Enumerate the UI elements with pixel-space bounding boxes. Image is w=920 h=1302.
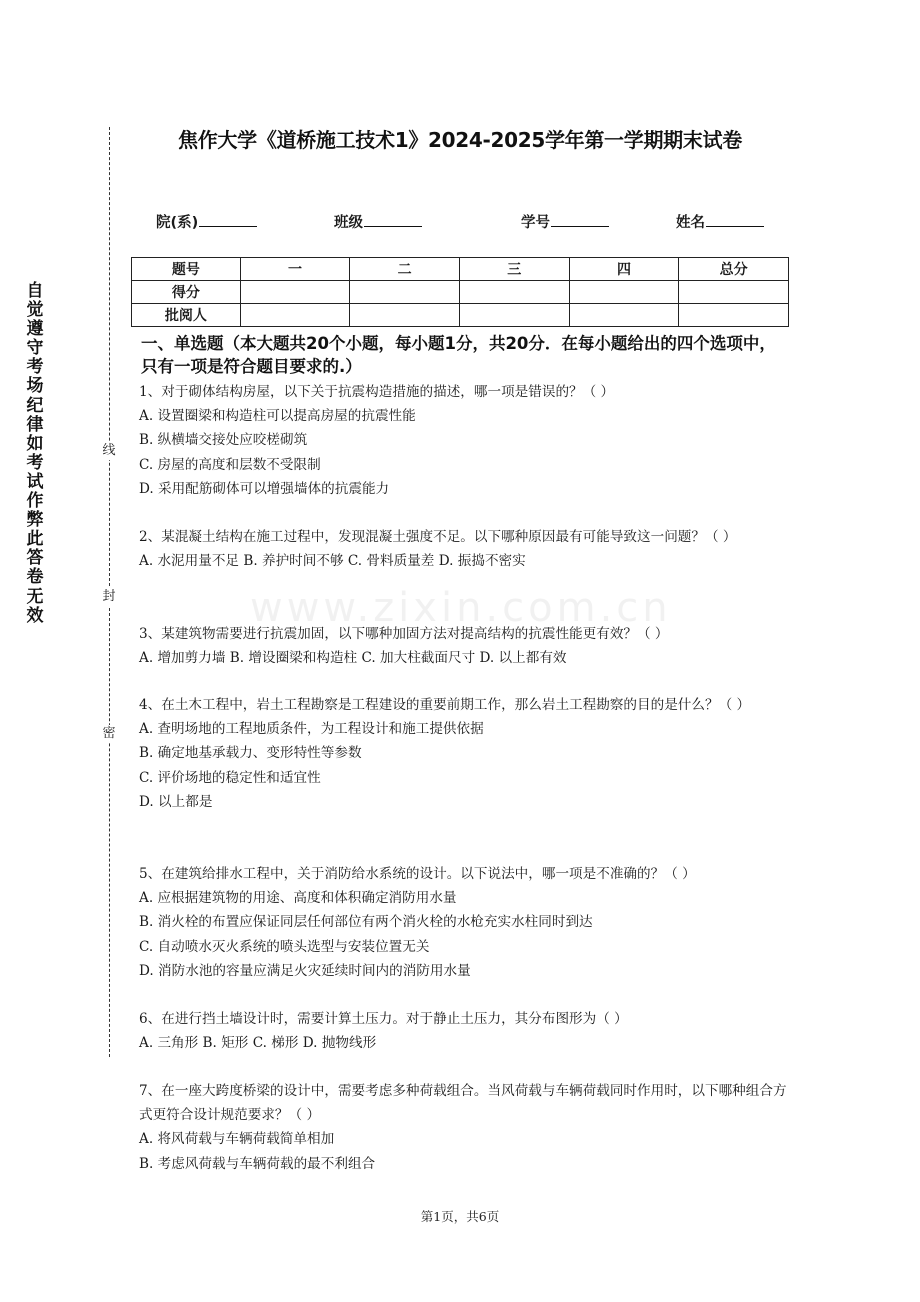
name-blank[interactable]	[706, 212, 764, 227]
seal-line-char: 线	[102, 443, 116, 458]
option[interactable]: A. 增加剪力墙 B. 增设圈梁和构造柱 C. 加大柱截面尺寸 D. 以上都有效	[139, 650, 567, 667]
seal-secret-char: 密	[102, 726, 116, 741]
question-4	[139, 693, 795, 814]
question-1	[139, 380, 795, 501]
row-label-score: 得分	[132, 281, 241, 304]
class-label: 班级	[334, 215, 363, 231]
question-stem: 2、某混凝土结构在施工过程中，发现混凝土强度不足。以下哪种原因最有可能导致这一问题？（ ）	[139, 529, 737, 545]
table-row	[132, 304, 789, 327]
question-stem: 5、在建筑给排水工程中，关于消防给水系统的设计。以下说法中，哪一项是不准确的？（ ）	[139, 866, 696, 882]
column-header-2: 二	[350, 258, 460, 281]
option[interactable]: C. 房屋的高度和层数不受限制	[139, 456, 321, 473]
question-6	[139, 1007, 795, 1055]
question-stem: 6、在进行挡土墙设计时，需要计算土压力。对于静止土压力，其分布图形为（ ）	[139, 1011, 628, 1027]
grader-cell[interactable]	[459, 304, 569, 327]
option[interactable]: D. 消防水池的容量应满足火灾延续时间内的消防用水量	[139, 962, 471, 979]
question-3	[139, 622, 795, 670]
class-blank[interactable]	[364, 212, 422, 227]
student-id-label: 学号	[521, 215, 550, 231]
question-stem: 4、在土木工程中，岩土工程勘察是工程建设的重要前期工作，那么岩土工程勘察的目的是什么？（ ）	[139, 697, 751, 713]
question-5	[139, 862, 795, 983]
option[interactable]: C. 自动喷水灭火系统的喷头选型与安装位置无关	[139, 938, 430, 955]
question-stem: 7、在一座大跨度桥梁的设计中，需要考虑多种荷载组合。当风荷载与车辆荷载同时作用时，以下哪种组合方式更符合设计规范要求？（ ）	[139, 1083, 787, 1124]
option[interactable]: A. 应根据建筑物的用途、高度和体积确定消防用水量	[139, 890, 457, 907]
student-id-field[interactable]	[521, 211, 609, 232]
row-label-number: 题号	[132, 258, 241, 281]
grader-cell[interactable]	[679, 304, 789, 327]
student-id-blank[interactable]	[551, 212, 609, 227]
table-row	[132, 281, 789, 304]
seal-seal-char: 封	[102, 589, 116, 604]
row-label-grader: 批阅人	[132, 304, 241, 327]
name-field[interactable]	[676, 211, 764, 232]
column-header-3: 三	[459, 258, 569, 281]
score-cell[interactable]	[679, 281, 789, 304]
option[interactable]: A. 三角形 B. 矩形 C. 梯形 D. 抛物线形	[139, 1035, 377, 1052]
exam-discipline-notice: 自 觉 遵 守 考 场 纪 律 如 考 试 作 弊 此 答 卷 无 效	[26, 281, 44, 626]
option[interactable]: A. 将风荷载与车辆荷载简单相加	[139, 1131, 335, 1148]
option[interactable]: A. 查明场地的工程地质条件，为工程设计和施工提供依据	[139, 721, 484, 738]
score-cell[interactable]	[350, 281, 460, 304]
score-cell[interactable]	[569, 281, 679, 304]
question-stem: 3、某建筑物需要进行抗震加固，以下哪种加固方法对提高结构的抗震性能更有效？（ ）	[139, 626, 669, 642]
column-header-4: 四	[569, 258, 679, 281]
class-field[interactable]	[334, 211, 422, 232]
name-label: 姓名	[676, 215, 705, 231]
exam-title: 焦作大学《道桥施工技术1》2024-2025学年第一学期期末试卷	[178, 128, 742, 152]
column-header-1: 一	[240, 258, 350, 281]
score-cell[interactable]	[459, 281, 569, 304]
section-title: 一、单选题（本大题共20个小题，每小题1分，共20分．在每小题给出的四个选项中，只有一项是符合题目要求的.）	[141, 334, 776, 376]
score-cell[interactable]	[240, 281, 350, 304]
option[interactable]: B. 消火栓的布置应保证同层任何部位有两个消火栓的水枪充实水柱同时到达	[139, 914, 593, 931]
option[interactable]: A. 水泥用量不足 B. 养护时间不够 C. 骨料质量差 D. 振捣不密实	[139, 553, 526, 570]
option[interactable]: B. 纵横墙交接处应咬槎砌筑	[139, 432, 308, 449]
grader-cell[interactable]	[350, 304, 460, 327]
question-2	[139, 525, 795, 573]
option[interactable]: B. 考虑风荷载与车辆荷载的最不利组合	[139, 1155, 376, 1172]
watermark: www.zixin.com.cn	[250, 585, 672, 631]
option[interactable]: D. 以上都是	[139, 793, 213, 810]
college-blank[interactable]	[199, 212, 257, 227]
question-7	[139, 1079, 795, 1176]
option[interactable]: A. 设置圈梁和构造柱可以提高房屋的抗震性能	[139, 408, 416, 425]
college-field[interactable]	[156, 211, 257, 232]
option[interactable]: C. 评价场地的稳定性和适宜性	[139, 769, 321, 786]
grader-cell[interactable]	[569, 304, 679, 327]
table-row	[132, 258, 789, 281]
grader-cell[interactable]	[240, 304, 350, 327]
column-header-total: 总分	[679, 258, 789, 281]
page-footer: 第1页，共6页	[420, 1209, 500, 1224]
score-table	[131, 257, 789, 327]
question-stem: 1、对于砌体结构房屋，以下关于抗震构造措施的描述，哪一项是错误的？（ ）	[139, 384, 615, 400]
option[interactable]: D. 采用配筋砌体可以增强墙体的抗震能力	[139, 480, 390, 497]
college-label: 院(系)	[156, 215, 199, 231]
student-info-row	[156, 211, 776, 233]
option[interactable]: B. 确定地基承载力、变形特性等参数	[139, 745, 362, 762]
